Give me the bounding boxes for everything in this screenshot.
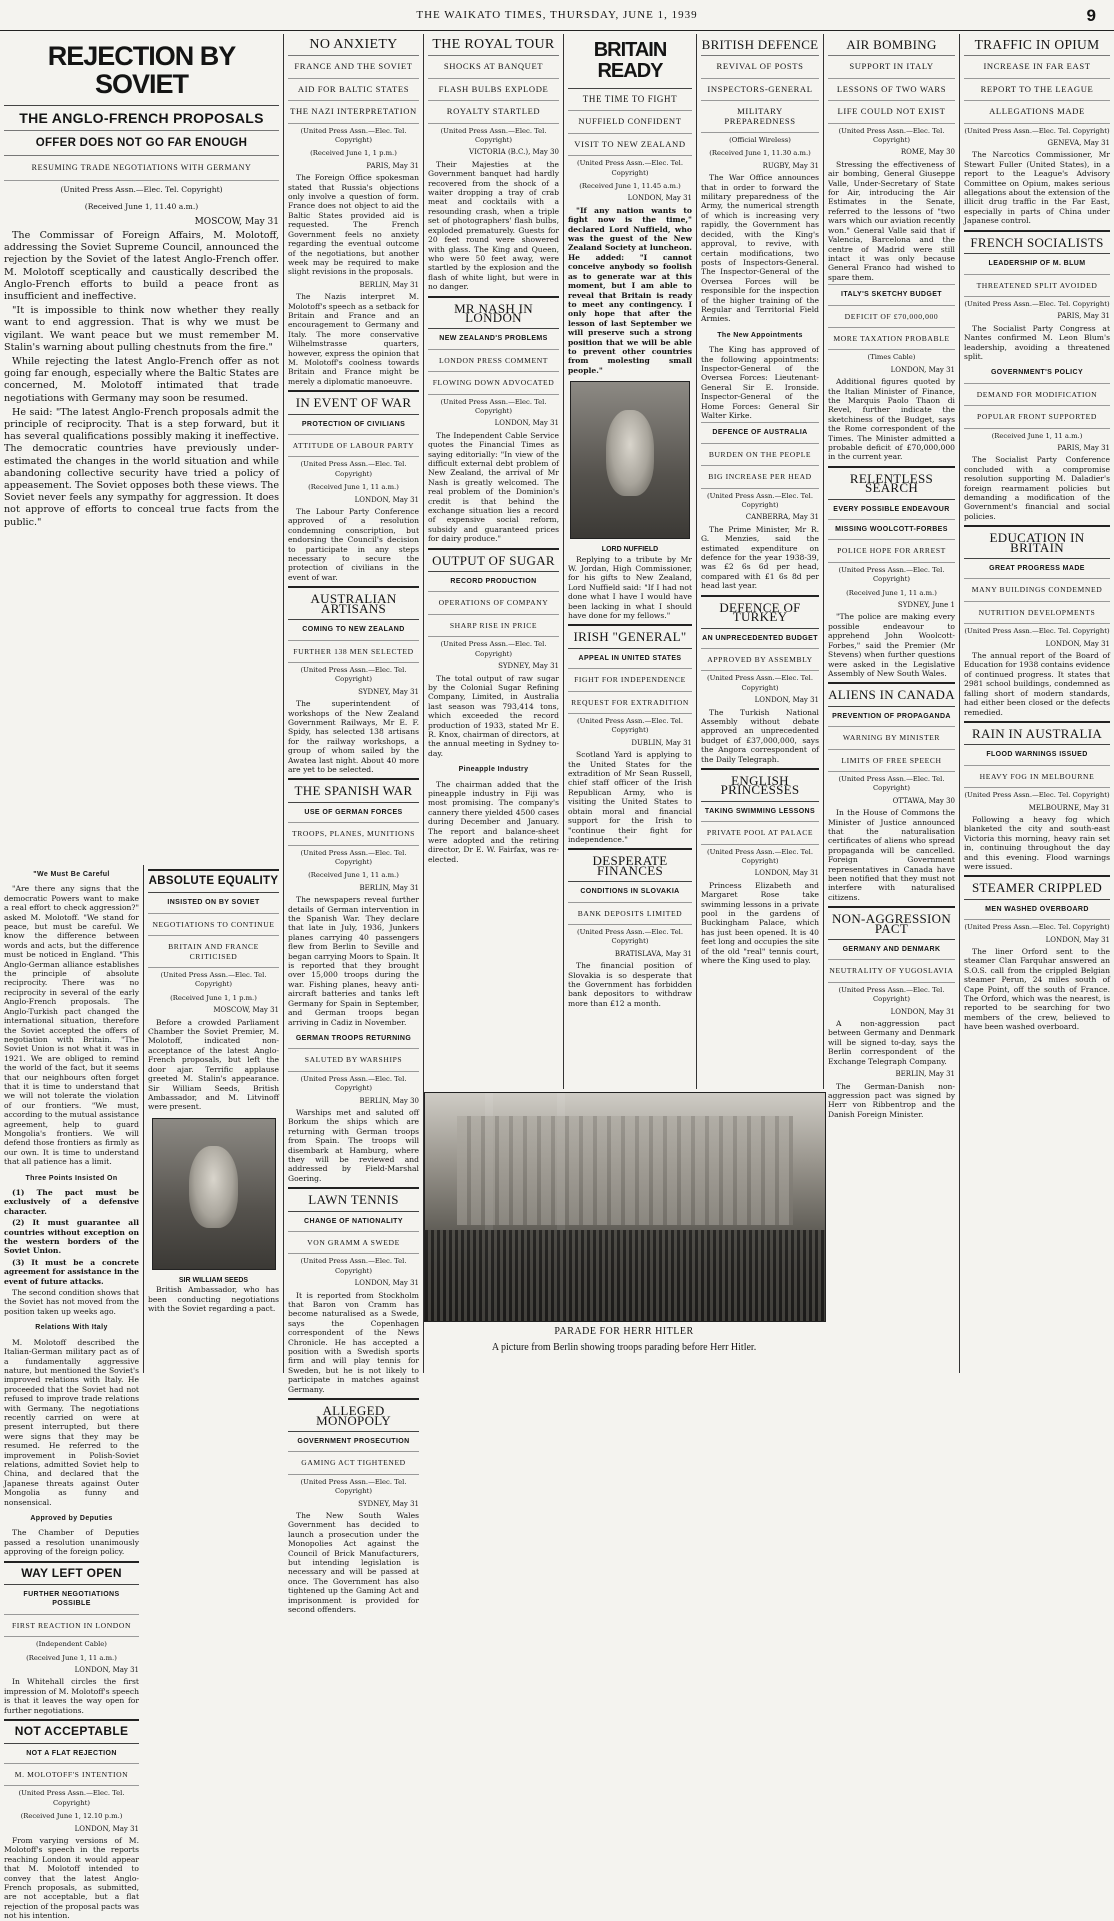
subhead: FRANCE AND THE SOVIET <box>288 56 419 78</box>
subhead: USE OF GERMAN FORCES <box>288 803 419 823</box>
subhead: VON GRAMM A SWEDE <box>288 1232 419 1254</box>
dateline: RUGBY, May 31 <box>762 161 819 170</box>
credit-line: (Times Cable) <box>867 353 916 362</box>
subhead: ALLEGATIONS MADE <box>964 101 1110 123</box>
dateline: LONDON, May 31 <box>494 419 559 428</box>
headline-rejection: REJECTION BY SOVIET <box>4 34 279 106</box>
credit-line: (United Press Assn.—Elec. Tel. Copyright) <box>440 397 547 415</box>
subhead: SHARP RISE IN PRICE <box>428 615 559 637</box>
subhead: M. MOLOTOFF'S INTENTION <box>4 1764 139 1786</box>
paragraph: Following a heavy fog which blanketed the city and south-east Victoria this morning, heavy rain set in, continuing throughout the day and this evening. Flood warnings were issued. <box>964 814 1110 871</box>
credit-line: (United Press Assn.—Elec. Tel. Copyright) <box>838 565 945 584</box>
subhead: TAKING SWIMMING LESSONS <box>701 802 819 822</box>
received-line: (Received June 1, 11.45 a.m.) <box>579 182 681 191</box>
received-line: (Received June 1, 1 p.m.) <box>170 993 257 1002</box>
subhead: COMING TO NEW ZEALAND <box>288 620 419 640</box>
subhead: BURDEN ON THE PEOPLE <box>701 444 819 466</box>
subhead: OPERATIONS OF COMPANY <box>428 592 559 614</box>
subhead: MEN WASHED OVERBOARD <box>964 900 1110 920</box>
headline-royal-tour: THE ROYAL TOUR <box>428 34 559 56</box>
column-6 <box>697 34 824 1089</box>
subhead: VISIT TO NEW ZEALAND <box>568 134 692 156</box>
subhead: POLICE HOPE FOR ARREST <box>828 540 955 562</box>
dateline: LONDON, May 31 <box>354 1279 419 1288</box>
headline-australian-artisans: AUSTRALIAN ARTISANS <box>288 586 419 620</box>
headline-absolute-equality: ABSOLUTE EQUALITY <box>148 869 279 893</box>
subhead: FLOOD WARNINGS ISSUED <box>964 745 1110 765</box>
credit-line: (United Press Assn.—Elec. Tel. Copyright) <box>964 923 1110 932</box>
credit-line: (United Press Assn.—Elec. Tel. Copyright) <box>964 791 1110 800</box>
dateline: BRATISLAVA, May 31 <box>614 949 692 958</box>
subhead: FIGHT FOR INDEPENDENCE <box>568 669 692 691</box>
paragraph: The total output of raw sugar by the Colonial Sugar Refining Company, Limited, in Australia last season was 793,414 tons, which exceeded the record production of 1933, stated Mr E. R. Knox, chairman of directors, at the annual meeting in Sydney to-day. <box>428 673 559 758</box>
subhead: FLOWING DOWN ADVOCATED <box>428 372 559 394</box>
subhead: BRITAIN AND FRANCE CRITICISED <box>148 936 279 968</box>
paragraph: "It is impossible to think now whether they really want to end aggression. That is why we must be vigilant. We want peace but we must remember M. Stalin's warning about pulling chestnuts from the fire." <box>4 305 279 353</box>
credit-line: (Independent Cable) <box>36 1640 107 1649</box>
dateline: BERLIN, May 30 <box>359 1096 419 1105</box>
paragraph: In the House of Commons the Minister of Justice announced that the naturalisation certificates of aliens who spread propaganda will be cancelled. Foreign Government representatives in Canada have been notified that they must not interfere with naturalised citizens. <box>828 808 955 902</box>
credit-line: (United Press Assn.—Elec. Tel. Copyright) <box>300 848 407 866</box>
paragraph: It is reported from Stockholm that Baron von Cramm has become naturalised as a Swede, says the Copenhagen correspondent of the News Chronicle. He has accepted a position with a Swedish sports firm and will play tennis for Sweden, but he is not likely to participate in matches against Germany. <box>288 1290 419 1394</box>
subhead: LEADERSHIP OF M. BLUM <box>964 254 1110 274</box>
credit-line: (United Press Assn.—Elec. Tel. Copyright) <box>964 126 1110 135</box>
credit-line: (United Press Assn.—Elec. Tel. Copyright) <box>300 460 407 478</box>
subhead: APPROVED BY ASSEMBLY <box>701 649 819 671</box>
received-line: (Received June 1, 11 a.m.) <box>846 588 937 597</box>
received-line: (Received June 1, 12.10 p.m.) <box>20 1812 123 1821</box>
subhead: AID FOR BALTIC STATES <box>288 79 419 101</box>
paragraph: Before a crowded Parliament Chamber the Soviet Premier, M. Molotoff, indicated non-acceptance of the latest Anglo-French proposals, but left the door ajar. Terrific applause greeted M. Stalin's appearance. Sir William Seeds, British Ambassador, and M. Litvinoff were present. <box>148 1017 279 1112</box>
headline-defence-of-turkey: DEFENCE OF TURKEY <box>701 595 819 629</box>
headline-mr-nash: MR NASH IN LONDON <box>428 296 559 330</box>
dateline: LONDON, May 31 <box>1045 935 1110 944</box>
subhead: MANY BUILDINGS CONDEMNED <box>964 579 1110 601</box>
dateline: BERLIN, May 31 <box>359 280 419 289</box>
headline-english-princesses: ENGLISH PRINCESSES <box>701 768 819 802</box>
subhead: LESSONS OF TWO WARS <box>828 79 955 101</box>
subhead: RECORD PRODUCTION <box>428 572 559 592</box>
subhead: FURTHER NEGOTIATIONS POSSIBLE <box>4 1585 139 1615</box>
column-5 <box>564 34 697 1089</box>
column-4 <box>424 34 564 1089</box>
paragraph: While rejecting the latest Anglo-French offer as not going far enough, especially where the Baltic States are concerned, M. Molotoff intimated that trade negotiations with Germany may soon be resumed. <box>4 355 279 404</box>
subhead: THE NAZI INTERPRETATION <box>288 101 419 123</box>
subhead: ROYALTY STARTLED <box>428 101 559 123</box>
subhead: SUPPORT IN ITALY <box>828 56 955 78</box>
headline-not-acceptable: NOT ACCEPTABLE <box>4 1719 139 1743</box>
dateline: VICTORIA (B.C.), May 30 <box>469 148 559 157</box>
dateline: SYDNEY, May 31 <box>498 662 559 671</box>
subhead: LIFE COULD NOT EXIST <box>828 101 955 123</box>
subhead: THE TIME TO FIGHT <box>568 89 692 111</box>
subhead: GREAT PROGRESS MADE <box>964 559 1110 579</box>
received-line: (Received June 1, 11 a.m.) <box>26 1653 117 1662</box>
subhead: Approved by Deputies <box>30 1515 113 1522</box>
subhead: WARNING BY MINISTER <box>828 727 955 749</box>
dateline: CANBERRA, May 31 <box>745 513 819 522</box>
credit-line: (United Press Assn.—Elec. Tel. Copyright) <box>60 185 223 195</box>
received-line: (Received June 1, 11.40 a.m.) <box>84 201 199 211</box>
credit-line: (United Press Assn.—Elec. Tel. Copyright) <box>440 640 547 658</box>
dateline: PARIS, May 31 <box>1057 443 1110 452</box>
deck-anglo-french: THE ANGLO-FRENCH PROPOSALS <box>4 106 279 131</box>
credit-line: (United Press Assn.—Elec. Tel. Copyright) <box>18 1789 125 1807</box>
column-8 <box>960 34 1114 1373</box>
subhead: REVIVAL OF POSTS <box>701 56 819 78</box>
credit-line: (United Press Assn.—Elec. Tel. Copyright) <box>300 665 407 684</box>
subhead: NUTRITION DEVELOPMENTS <box>964 602 1110 624</box>
deck-offer: OFFER DOES NOT GO FAR ENOUGH <box>4 131 279 156</box>
dateline: MOSCOW, May 31 <box>194 216 279 227</box>
paragraph: (2) It must guarantee all countries without exception on the western borders of the Soviet Union. <box>4 1218 139 1256</box>
paragraph: The New South Wales Government has decided to launch a prosecution under the Monopolies Act against the Council of Brick Manufacturers, but intending legislation is necessary and will be passed at once. The Government has also tightened up the Gaming Act and imprisonment is provided for second offenders. <box>288 1510 419 1614</box>
paragraph: Scotland Yard is applying to the United States for the extradition of Mr Sean Russell, chief staff officer of the Irish Republican Army, who is visiting the United States to obtain moral and financial support for the Irish to "continue their fight for independence." <box>568 750 692 844</box>
subhead: DEFENCE OF AUSTRALIA <box>701 422 819 443</box>
portrait-photo-seeds <box>152 1118 276 1270</box>
credit-line: (United Press Assn.—Elec. Tel. Copyright) <box>300 126 407 145</box>
credit-line: (United Press Assn.—Elec. Tel. Copyright) <box>300 1074 407 1093</box>
paragraph: (1) The pact must be exclusively of a defensive character. <box>4 1188 139 1216</box>
dateline: ROME, May 30 <box>900 148 955 157</box>
subhead: CONDITIONS IN SLOVAKIA <box>568 882 692 902</box>
paragraph: The German-Danish non-aggression pact was signed by Herr von Ribbentrop and the Danish Foreign Minister. <box>828 1081 955 1119</box>
headline-british-defence: BRITISH DEFENCE <box>701 34 819 56</box>
paragraph: He said: "The latest Anglo-French proposals admit the principle of reciprocity. That is a step forward, but it has several qualifications possibly making it ineffective. The democratic countries have previously under-estimated the changes in the world situation and while abandoning collective security have tried a policy of appeasement. The Soviet opposes both these views. The Soviet never feels any sympathy for aggression. It does not approve of efforts to conceal true facts from the public." <box>4 406 279 528</box>
dateline: SYDNEY, May 31 <box>358 687 419 696</box>
subhead: MILITARY PREPAREDNESS <box>701 101 819 133</box>
subhead: Three Points Insisted On <box>25 1174 118 1182</box>
portrait-photo-nuffield <box>570 381 690 539</box>
subhead: HEAVY FOG IN MELBOURNE <box>964 766 1110 788</box>
subhead: LONDON PRESS COMMENT <box>428 350 559 372</box>
dateline: PARIS, May 31 <box>1057 312 1110 321</box>
credit-line: (Official Wireless) <box>729 136 791 145</box>
parade-photo-title: PARADE FOR HERR HITLER <box>554 1326 694 1337</box>
paragraph: The War Office announces that in order to forward the military preparedness of the Army, the numerical strength of which is increasing very rapidly, the Government has decided, with the King's approval, to revive, with certain modifications, two posts of Inspectors-General. The Inspector-General of the Oversea Forces will be responsible for the inspection of the higher training of the Regular and Territorial Field Armies. <box>701 173 819 324</box>
subhead: AN UNPRECEDENTED BUDGET <box>701 629 819 649</box>
subhead: EVERY POSSIBLE ENDEAVOUR <box>828 500 955 520</box>
subhead: FURTHER 138 MEN SELECTED <box>288 641 419 663</box>
dateline: MOSCOW, May 31 <box>213 1006 279 1015</box>
headline-steamer-crippled: STEAMER CRIPPLED <box>964 875 1110 899</box>
paragraph: The Prime Minister, Mr R. G. Menzies, said the estimated expenditure on defence for the year 1938-39, was £2 6s 6d per head, compared with £1 6s 8d per head last year. <box>701 524 819 591</box>
column-1-lower <box>0 865 144 1921</box>
subhead: GERMAN TROOPS RETURNING <box>288 1029 419 1049</box>
column-7 <box>824 34 960 1373</box>
paragraph: British Ambassador, who has been conducting negotiations with the Soviet regarding a pact. <box>148 1285 279 1313</box>
headline-desperate-finances: DESPERATE FINANCES <box>568 848 692 882</box>
subhead: DEFICIT OF £70,000,000 <box>828 306 955 328</box>
paragraph: The liner Orford sent to the steamer Clan Farquhar answered an S.O.S. call from the crippled Belgian steamer Perun, 24 miles south of Cape Point, off the south of France. The Orford, which was the nearest, is reported to be searching for two members of the crew, believed to have been washed overboard. <box>964 947 1110 1032</box>
headline-non-aggression-pact: NON-AGGRESSION PACT <box>828 906 955 940</box>
headline-french-socialists: FRENCH SOCIALISTS <box>964 230 1110 254</box>
headline-in-event-of-war: IN EVENT OF WAR <box>288 390 419 414</box>
paragraph: "Are there any signs that the democratic Powers want to make a real effort to check aggression?" asked M. Molotoff. "We stand for peace, but must be careful. We know the difference between words and acts, but the difference must be noticed in England. "This Anglo-German alliance establishes the principle of absolute reciprocity. There was no reciprocity in several of the early Anglo-French proposals. The Anglo-Turkish pact changed the international situation, therefore the Soviet accepted the offers of negotiation with Britain. "The Soviet Union is not what it was in 1921. We are obliged to remind the world of the fact, but it seems that our neighbours often forget that it is time to understand that we will not tolerate the violation of our frontiers. "We must, according to the mutual assistance agreement, help to guard Mongolia's frontiers. We will defend those frontiers as firmly as our own. It is time to understand that all patience has a limit. <box>4 884 139 1167</box>
parade-photo <box>424 1092 826 1322</box>
received-line: (Received June 1, 11 a.m.) <box>308 483 399 492</box>
subhead: "We Must Be Careful <box>33 871 110 878</box>
headline-relentless-search: RELENTLESS SEARCH <box>828 466 955 500</box>
paragraph: The Foreign Office spokesman stated that Russia's objections only involve a question of form. France does not object to aid the Baltic States provided aid is requested. The French Government feels no anxiety regarding the eventual outcome of the negotiations, but another week may be required to make slight revisions in the proposals. <box>288 173 419 277</box>
credit-line: (United Press Assn.—Elec. Tel. Copyright) <box>440 126 547 145</box>
subhead: REQUEST FOR EXTRADITION <box>568 692 692 714</box>
dateline: BERLIN, May 31 <box>895 1070 955 1079</box>
credit-line: (United Press Assn.—Elec. Tel. Copyright) <box>964 627 1110 636</box>
subhead: INSPECTORS-GENERAL <box>701 79 819 101</box>
subhead: NEW ZEALAND'S PROBLEMS <box>428 329 559 349</box>
subhead: TROOPS, PLANES, MUNITIONS <box>288 823 419 845</box>
subhead: ATTITUDE OF LABOUR PARTY <box>288 435 419 457</box>
photo-caption: SIR WILLIAM SEEDS <box>178 1276 249 1284</box>
headline-traffic-in-opium: TRAFFIC IN OPIUM <box>964 34 1110 56</box>
dateline: OTTAWA, May 30 <box>892 796 955 805</box>
subhead: DEMAND FOR MODIFICATION <box>964 384 1110 406</box>
dateline: LONDON, May 31 <box>627 194 692 203</box>
dateline: LONDON, May 31 <box>74 1666 139 1675</box>
paragraph: "The police are making every possible endeavour to apprehend John Woolcott-Forbes," said the Premier (Mr Stevens) when further questions were asked in the Legislative Assembly of New South Wales. <box>828 612 955 678</box>
subhead: GERMANY AND DENMARK <box>828 940 955 960</box>
paragraph: The Socialist Party Congress at Nantes confirmed M. Leon Blum's leadership, avoiding a threatened split. <box>964 323 1110 361</box>
credit-line: (United Press Assn.—Elec. Tel. Copyright) <box>706 491 814 510</box>
paragraph: The Independent Cable Service quotes the Financial Times as saying editorially: "In view of the difficult external debt problem of New Zealand, the arrival of Mr Nash is greatly welcomed. The real problem of the Dominion's credit is that behind the exchange situation lies a record of expensive social reform, subsidy and guaranteed prices for dairy produce." <box>428 430 559 544</box>
subhead: FLASH BULBS EXPLODE <box>428 79 559 101</box>
masthead <box>0 0 1114 31</box>
dateline: SYDNEY, June 1 <box>897 601 955 610</box>
paragraph: Stressing the effectiveness of air bombing, General Giuseppe Valle, Under-Secretary of State for Air, introducing the Air Estimates in the Senate, referred to the lessons of "two wars which our aviation recently won." General Valle said that if Valencia, Barcelona and the centre of Madrid were still intact it was only because General Franco had wished to spare them. <box>828 159 955 282</box>
subhead: The New Appointments <box>717 331 803 339</box>
paragraph: The superintendent of workshops of the New Zealand Government Railways, Mr E. F. Spidy, has selected 138 artisans for the railway workshops, a group of whom sailed by the Awatea last night. About 40 more are yet to be selected. <box>288 699 419 774</box>
headline-aliens-in-canada: ALIENS IN CANADA <box>828 682 955 706</box>
headline-irish-general: IRISH "GENERAL" <box>568 624 692 648</box>
paragraph: The Nazis interpret M. Molotoff's speech as a setback for Britain and France and an encouragement to Germany and Italy. The more conservative Wilhelmstrasse quarters, however, express the opinion that M. Molotoff's coolness towards Britain and France might be merely a diplomatic manoeuvre. <box>288 292 419 386</box>
paragraph: The King has approved of the following appointments: Inspector-General of the Oversea Forces: Lieutenant-General Sir E. Ironside. Inspector-General of the Home Forces: General Sir Walter Kirke. <box>701 345 819 420</box>
paragraph: From varying versions of M. Molotoff's speech in the reports reaching London it would appear that M. Molotoff intended to convey that the latest Anglo-French proposals, as submitted, are not acceptable, but a flat rejection of the proposal pacts was not his intention. <box>4 1835 139 1921</box>
column-2-lower <box>144 865 284 1373</box>
subhead: CHANGE OF NATIONALITY <box>288 1212 419 1232</box>
dateline: GENEVA, May 31 <box>1047 139 1110 148</box>
paragraph: The Commissar of Foreign Affairs, M. Molotoff, addressing the Soviet Supreme Council, announced the rejection by the Soviet of the latest Anglo-French offer. M. Molotoff sceptically and caustically described the Anglo-French efforts to build a peace front as insufficient and ineffective. <box>4 229 279 302</box>
newspaper-title: THE WAIKATO TIMES, THURSDAY, JUNE 1, 1939 <box>416 9 698 21</box>
headline-air-bombing: AIR BOMBING <box>828 34 955 56</box>
credit-line: (United Press Assn.—Elec. Tel. Copyright) <box>300 1477 407 1496</box>
headline-output-of-sugar: OUTPUT OF SUGAR <box>428 548 559 572</box>
dateline: LONDON, May 31 <box>74 1824 139 1833</box>
subhead: APPEAL IN UNITED STATES <box>568 649 692 669</box>
paragraph: The Labour Party Conference approved of a resolution condemning conscription, but endorsing the Council's decision to participate in any steps necessary to secure the protection of civilians in the event of war. <box>288 507 419 582</box>
received-line: (Received June 1, 11.30 a.m.) <box>709 149 811 158</box>
subhead: NOT A FLAT REJECTION <box>4 1744 139 1764</box>
subhead: Relations With Italy <box>35 1324 108 1332</box>
headline-way-left-open: WAY LEFT OPEN <box>4 1561 139 1585</box>
subhead: THREATENED SPLIT AVOIDED <box>964 275 1110 297</box>
subhead: LIMITS OF FREE SPEECH <box>828 750 955 772</box>
subhead: MISSING WOOLCOTT-FORBES <box>828 520 955 540</box>
credit-line: (United Press Assn.—Elec. Tel. Copyright) <box>160 971 267 989</box>
headline-education-in-britain: EDUCATION IN BRITAIN <box>964 525 1110 559</box>
subhead: PRIVATE POOL AT PALACE <box>701 822 819 844</box>
received-line: (Received June 1, 11 a.m.) <box>991 431 1083 440</box>
subhead: BIG INCREASE PER HEAD <box>701 466 819 488</box>
paragraph: A non-aggression pact between Germany and Denmark will be signed to-day, says the Berlin correspondent of the Exchange Telegraph Company. <box>828 1019 955 1066</box>
page-number: 9 <box>1086 6 1096 25</box>
subhead: NEUTRALITY OF YUGOSLAVIA <box>828 960 955 982</box>
dateline: LONDON, May 31 <box>1045 639 1110 648</box>
paragraph: M. Molotoff described the Italian-German military pact as of a fundamentally aggressive nature, but mentioned the Soviet's improved relations with Italy. He proceeded that the Soviet had not refused to improve trade relations with Germany. The negotiations recently carried on were at present interrupted, but there were signs that they may be resumed. He referred to the improvement in Polish-Soviet relations, admitted Soviet help to China, and declared that the Japanese threats against Outer Mongolia as funny and nonsensical. <box>4 1337 139 1507</box>
subhead: INCREASE IN FAR EAST <box>964 56 1110 78</box>
credit-line: (United Press Assn.—Elec. Tel. Copyright) <box>576 159 684 177</box>
credit-line: (United Press Assn.—Elec. Tel. Copyright) <box>838 126 945 145</box>
paragraph: The second condition shows that the Soviet has not moved from the position taken up weeks ago. <box>4 1288 139 1316</box>
subhead: SALUTED BY WARSHIPS <box>288 1049 419 1071</box>
headline-rain-in-australia: RAIN IN AUSTRALIA <box>964 721 1110 745</box>
dateline: BERLIN, May 31 <box>359 883 419 892</box>
credit-line: (United Press Assn.—Elec. Tel. Copyright) <box>706 674 814 692</box>
paragraph: (3) It must be a concrete agreement for assistance in the event of future attacks. <box>4 1257 139 1286</box>
dateline: PARIS, May 31 <box>366 161 419 170</box>
subhead: MORE TAXATION PROBABLE <box>828 328 955 350</box>
received-line: (Received June 1, 11 a.m.) <box>308 871 399 880</box>
subhead: SHOCKS AT BANQUET <box>428 56 559 78</box>
credit-line: (United Press Assn.—Elec. Tel. Copyright) <box>300 1257 407 1275</box>
paragraph: The newspapers reveal further details of German intervention in the Spanish War. They declare that late in July, 1936, Junkers planes carrying 40 passengers flew from Berlin to Seville and began carrying Moors to Spain. It is reported that they brought over 15,000 troops during the war. Fishing planes, heavy anti-aircraft batteries and tanks left Germany for Spain in September, and German troops began arriving in Cadiz in November. <box>288 895 419 1027</box>
paragraph: "If any nation wants to fight now is the time," declared Lord Nuffield, who was the guest of the New Zealand Society at luncheon. He added: "I cannot conceive anybody so foolish as to generate war at this moment, but I am able to reveal that Britain is ready to meet any contingency. I only hope that after the lesson of last September we will preserve such a strong position that we will be able to prevent other countries from molesting small people." <box>568 205 692 375</box>
headline-britain-ready: BRITAIN READY <box>568 34 692 89</box>
headline-spanish-war: THE SPANISH WAR <box>288 778 419 802</box>
dateline: SYDNEY, May 31 <box>358 1499 419 1508</box>
subhead: BANK DEPOSITS LIMITED <box>568 903 692 925</box>
headline-no-anxiety: NO ANXIETY <box>288 34 419 56</box>
paragraph: Princess Elizabeth and Margaret Rose take swimming lessons in a private pool in the gardens of Buckingham Palace, which has just been opened. It is 40 feet long and occupies the site of the old "real" tennis court, where the King used to play. <box>701 880 819 966</box>
dateline: LONDON, May 31 <box>890 365 955 374</box>
paragraph: The Turkish National Assembly without debate approved an unprecedented budget of £37,000,000, says the Angora correspondent of the Daily Telegraph. <box>701 707 819 764</box>
paragraph: The Socialist Party Conference concluded with a compromise resolution supporting M. Daladier's foreign rearmament policies but demanding a modification of the Government's financial and social policies. <box>964 455 1110 521</box>
subhead: FIRST REACTION IN LONDON <box>4 1615 139 1637</box>
paragraph: The financial position of Slovakia is so desperate that the Government has forbidden bank depositors to withdraw more than £12 a month. <box>568 961 692 1008</box>
headline-lawn-tennis: LAWN TENNIS <box>288 1187 419 1211</box>
subhead: GAMING ACT TIGHTENED <box>288 1452 419 1474</box>
credit-line: (United Press Assn.—Elec. Tel. Copyright) <box>964 299 1110 308</box>
dateline: DUBLIN, May 31 <box>631 738 692 747</box>
credit-line: (United Press Assn.—Elec. Tel. Copyright) <box>706 847 814 865</box>
paragraph: The Chamber of Deputies passed a resolution unanimously approving of the foreign policy. <box>4 1528 139 1557</box>
subhead: GOVERNMENT'S POLICY <box>964 363 1110 383</box>
headline-alleged-monopoly: ALLEGED MONOPOLY <box>288 1398 419 1432</box>
subhead: PREVENTION OF PROPAGANDA <box>828 707 955 727</box>
subhead: GOVERNMENT PROSECUTION <box>288 1432 419 1452</box>
deck-trade: RESUMING TRADE NEGOTIATIONS WITH GERMANY <box>4 156 279 181</box>
subhead: ITALY'S SKETCHY BUDGET <box>828 284 955 305</box>
credit-line: (United Press Assn.—Elec. Tel. Copyright) <box>576 717 684 735</box>
paragraph: The Narcotics Commissioner, Mr Stewart Fuller (United States), in a report to the League's Advisory Committee on Opium, makes serious allegations about the extension of the illicit drug traffic in the Far East, especially in parts of China under Japanese control. <box>964 150 1110 226</box>
dateline: MELBOURNE, May 31 <box>1028 803 1110 812</box>
dateline: LONDON, May 31 <box>354 495 419 504</box>
dateline: LONDON, May 31 <box>754 696 819 705</box>
subhead: Pineapple Industry <box>458 766 529 774</box>
subhead: NEGOTIATIONS TO CONTINUE <box>148 914 279 936</box>
paragraph: The chairman added that the pineapple industry in Fiji was most promising. The company's cannery there yielded 4500 cases during December and January. The report and balance-sheet were adopted and the retiring director, Dr E. W. Fairfax, was re-elected. <box>428 779 559 864</box>
dateline: LONDON, May 31 <box>754 869 819 878</box>
paragraph: Their Majesties at the Government banquet had hardly recovered from the shock of a waiter dropping a tray of crab meat and cocktails with a resounding crash, when a triple set of photographers' flash bulbs, exploded prematurely. Guests for 20 feet round were showered with glass. The King and Queen, who were 50 feet away, were startled by the explosion and the flash of white light, but were in no danger. <box>428 159 559 292</box>
photo-caption: LORD NUFFIELD <box>601 546 659 554</box>
column-3 <box>284 34 424 1614</box>
received-line: (Received June 1, 1 p.m.) <box>310 149 397 158</box>
paragraph: In Whitehall circles the first impression of M. Molotoff's speech is that it leaves the way open for further negotiations. <box>4 1677 139 1715</box>
subhead: INSISTED ON BY SOVIET <box>148 893 279 913</box>
paragraph: The annual report of the Board of Education for 1938 contains evidence of continued progress. It states that 2981 school buildings, condemned as falling short of modern standards, had either been closed or the defects remedied. <box>964 651 1110 717</box>
paragraph: Warships met and saluted off Borkum the ships which are returning with German troops from Spain. The troops will disembark at Hamburg, where they will be reviewed and addressed by Field-Marshal Goering. <box>288 1107 419 1183</box>
credit-line: (United Press Assn.—Elec. Tel. Copyright) <box>838 774 945 793</box>
subhead: POPULAR FRONT SUPPORTED <box>964 406 1110 428</box>
paragraph: Replying to a tribute by Mr W. Jordan, High Commissioner, for his gifts to New Zealand, Lord Nuffield said: "If I had not done what I have I would have been lacking in what I should have done for my fellows." <box>568 554 692 620</box>
credit-line: (United Press Assn.—Elec. Tel. Copyright) <box>576 927 684 946</box>
subhead: PROTECTION OF CIVILIANS <box>288 415 419 435</box>
subhead: NUFFIELD CONFIDENT <box>568 111 692 133</box>
paragraph: Additional figures quoted by the Italian Minister of Finance, the Marquis Paolo Thaon di Revel, further indicate the sketchiness of the Budget, says the Rome correspondent of the Times. The Minister admitted a probable deficit of £70,000,000 in the current year. <box>828 377 955 462</box>
rejection-article <box>0 34 284 889</box>
dateline: LONDON, May 31 <box>890 1007 955 1016</box>
subhead: REPORT TO THE LEAGUE <box>964 79 1110 101</box>
parade-photo-caption: A picture from Berlin showing troops parading before Herr Hitler. <box>491 1342 757 1353</box>
credit-line: (United Press Assn.—Elec. Tel. Copyright) <box>838 985 945 1004</box>
